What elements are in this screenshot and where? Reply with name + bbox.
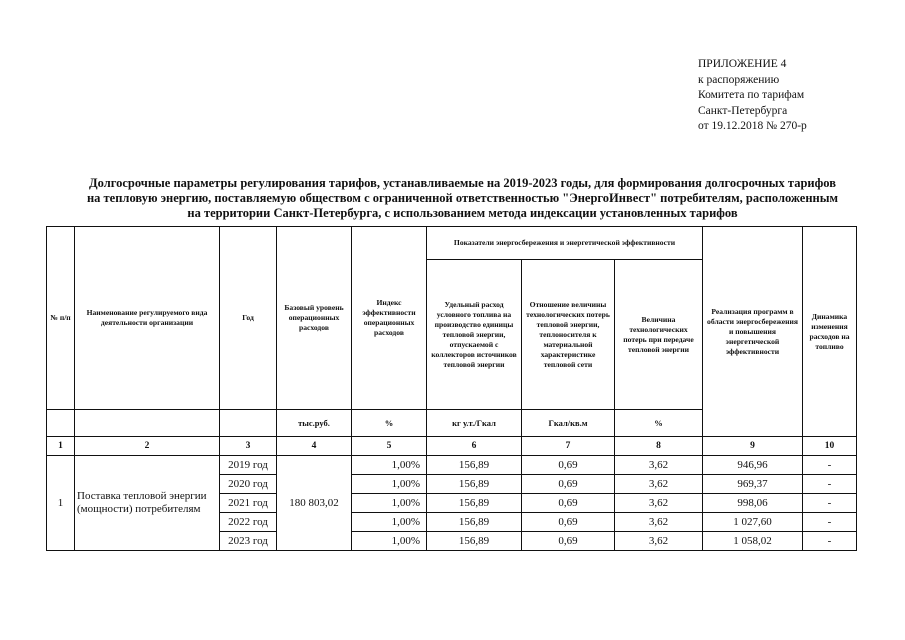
- fuel-cell: 156,89: [427, 475, 522, 494]
- appendix-line: ПРИЛОЖЕНИЕ 4: [698, 58, 787, 70]
- ratio-cell: 0,69: [522, 532, 615, 551]
- document-title: [40, 176, 885, 221]
- title-line: на территории Санкт-Петербурга, с использованием метода индексации установленных тарифов: [187, 206, 738, 220]
- unit-empty: [220, 410, 277, 437]
- header-efficiency-index: Индекс эффективности операционных расходов: [352, 227, 427, 410]
- appendix-line: к распоряжению: [698, 73, 780, 86]
- unit-index: %: [352, 410, 427, 437]
- header-fuel-consumption: Удельный расход условного топлива на производство единицы тепловой энергии, отпускаемой с коллекторов источников тепловой энергии: [427, 260, 522, 410]
- unit-empty: [47, 410, 75, 437]
- unit-empty: [75, 410, 220, 437]
- loss-cell: 3,62: [615, 494, 703, 513]
- program-cell: 946,96: [703, 456, 803, 475]
- dynamics-cell: -: [803, 532, 857, 551]
- loss-cell: 3,62: [615, 456, 703, 475]
- column-number: 6: [427, 437, 522, 456]
- column-number: 2: [75, 437, 220, 456]
- index-cell: 1,00%: [352, 494, 427, 513]
- header-base-level: Базовый уровень операционных расходов: [277, 227, 352, 410]
- loss-cell: 3,62: [615, 513, 703, 532]
- index-cell: 1,00%: [352, 532, 427, 551]
- year-cell: 2019 год: [220, 456, 277, 475]
- loss-cell: 3,62: [615, 532, 703, 551]
- parameters-table: [46, 226, 857, 551]
- fuel-cell: 156,89: [427, 494, 522, 513]
- loss-cell: 3,62: [615, 475, 703, 494]
- table-row: [47, 456, 857, 475]
- column-number: 7: [522, 437, 615, 456]
- fuel-cell: 156,89: [427, 532, 522, 551]
- header-fuel-dynamics: Динамика изменения расходов на топливо: [803, 227, 857, 437]
- ratio-cell: 0,69: [522, 513, 615, 532]
- year-cell: 2021 год: [220, 494, 277, 513]
- dynamics-cell: -: [803, 513, 857, 532]
- program-cell: 1 058,02: [703, 532, 803, 551]
- year-cell: 2022 год: [220, 513, 277, 532]
- program-cell: 1 027,60: [703, 513, 803, 532]
- index-cell: 1,00%: [352, 475, 427, 494]
- appendix-block: [698, 57, 807, 135]
- column-number: 9: [703, 437, 803, 456]
- appendix-line: от 19.12.2018 № 270-р: [698, 120, 807, 132]
- header-program: Реализация программ в области энергосбережения и повышения энергетической эффективности: [703, 227, 803, 437]
- base-level-value: 180 803,02: [277, 456, 352, 551]
- program-cell: 998,06: [703, 494, 803, 513]
- ratio-cell: 0,69: [522, 494, 615, 513]
- ratio-cell: 0,69: [522, 475, 615, 494]
- fuel-cell: 156,89: [427, 513, 522, 532]
- column-number: 5: [352, 437, 427, 456]
- title-line: Долгосрочные параметры регулирования тарифов, устанавливаемые на 2019-2023 годы, для формирования долгосрочных тарифов: [89, 176, 836, 190]
- appendix-line: Комитета по тарифам: [698, 89, 805, 101]
- header-energy-saving-group: Показатели энергосбережения и энергетической эффективности: [427, 227, 703, 260]
- index-cell: 1,00%: [352, 513, 427, 532]
- column-number: 3: [220, 437, 277, 456]
- fuel-cell: 156,89: [427, 456, 522, 475]
- ratio-cell: 0,69: [522, 456, 615, 475]
- appendix-line: Санкт-Петербурга: [698, 104, 788, 117]
- unit-fuel: кг у.т./Гкал: [427, 410, 522, 437]
- unit-ratio: Гкал/кв.м: [522, 410, 615, 437]
- header-name: Наименование регулируемого вида деятельности организации: [75, 227, 220, 410]
- column-number: 10: [803, 437, 857, 456]
- dynamics-cell: -: [803, 456, 857, 475]
- program-cell: 969,37: [703, 475, 803, 494]
- unit-loss: %: [615, 410, 703, 437]
- header-num: № п/п: [47, 227, 75, 410]
- header-loss-value: Величина технологических потерь при передаче тепловой энергии: [615, 260, 703, 410]
- index-cell: 1,00%: [352, 456, 427, 475]
- unit-base: тыс.руб.: [277, 410, 352, 437]
- year-cell: 2020 год: [220, 475, 277, 494]
- column-number: 8: [615, 437, 703, 456]
- header-year: Год: [220, 227, 277, 410]
- year-cell: 2023 год: [220, 532, 277, 551]
- title-line: на тепловую энергию, поставляемую обществом с ограниченной ответственностью "ЭнергоИнвест" потребителям, расположенным: [86, 191, 839, 205]
- column-number: 4: [277, 437, 352, 456]
- dynamics-cell: -: [803, 494, 857, 513]
- row-group-number: 1: [47, 456, 75, 551]
- column-number: 1: [47, 437, 75, 456]
- dynamics-cell: -: [803, 475, 857, 494]
- header-loss-ratio: Отношение величины технологических потерь тепловой энергии, теплоносителя к материальной характеристике тепловой сети: [522, 260, 615, 410]
- activity-name: Поставка тепловой энергии (мощности) потребителям: [75, 456, 220, 551]
